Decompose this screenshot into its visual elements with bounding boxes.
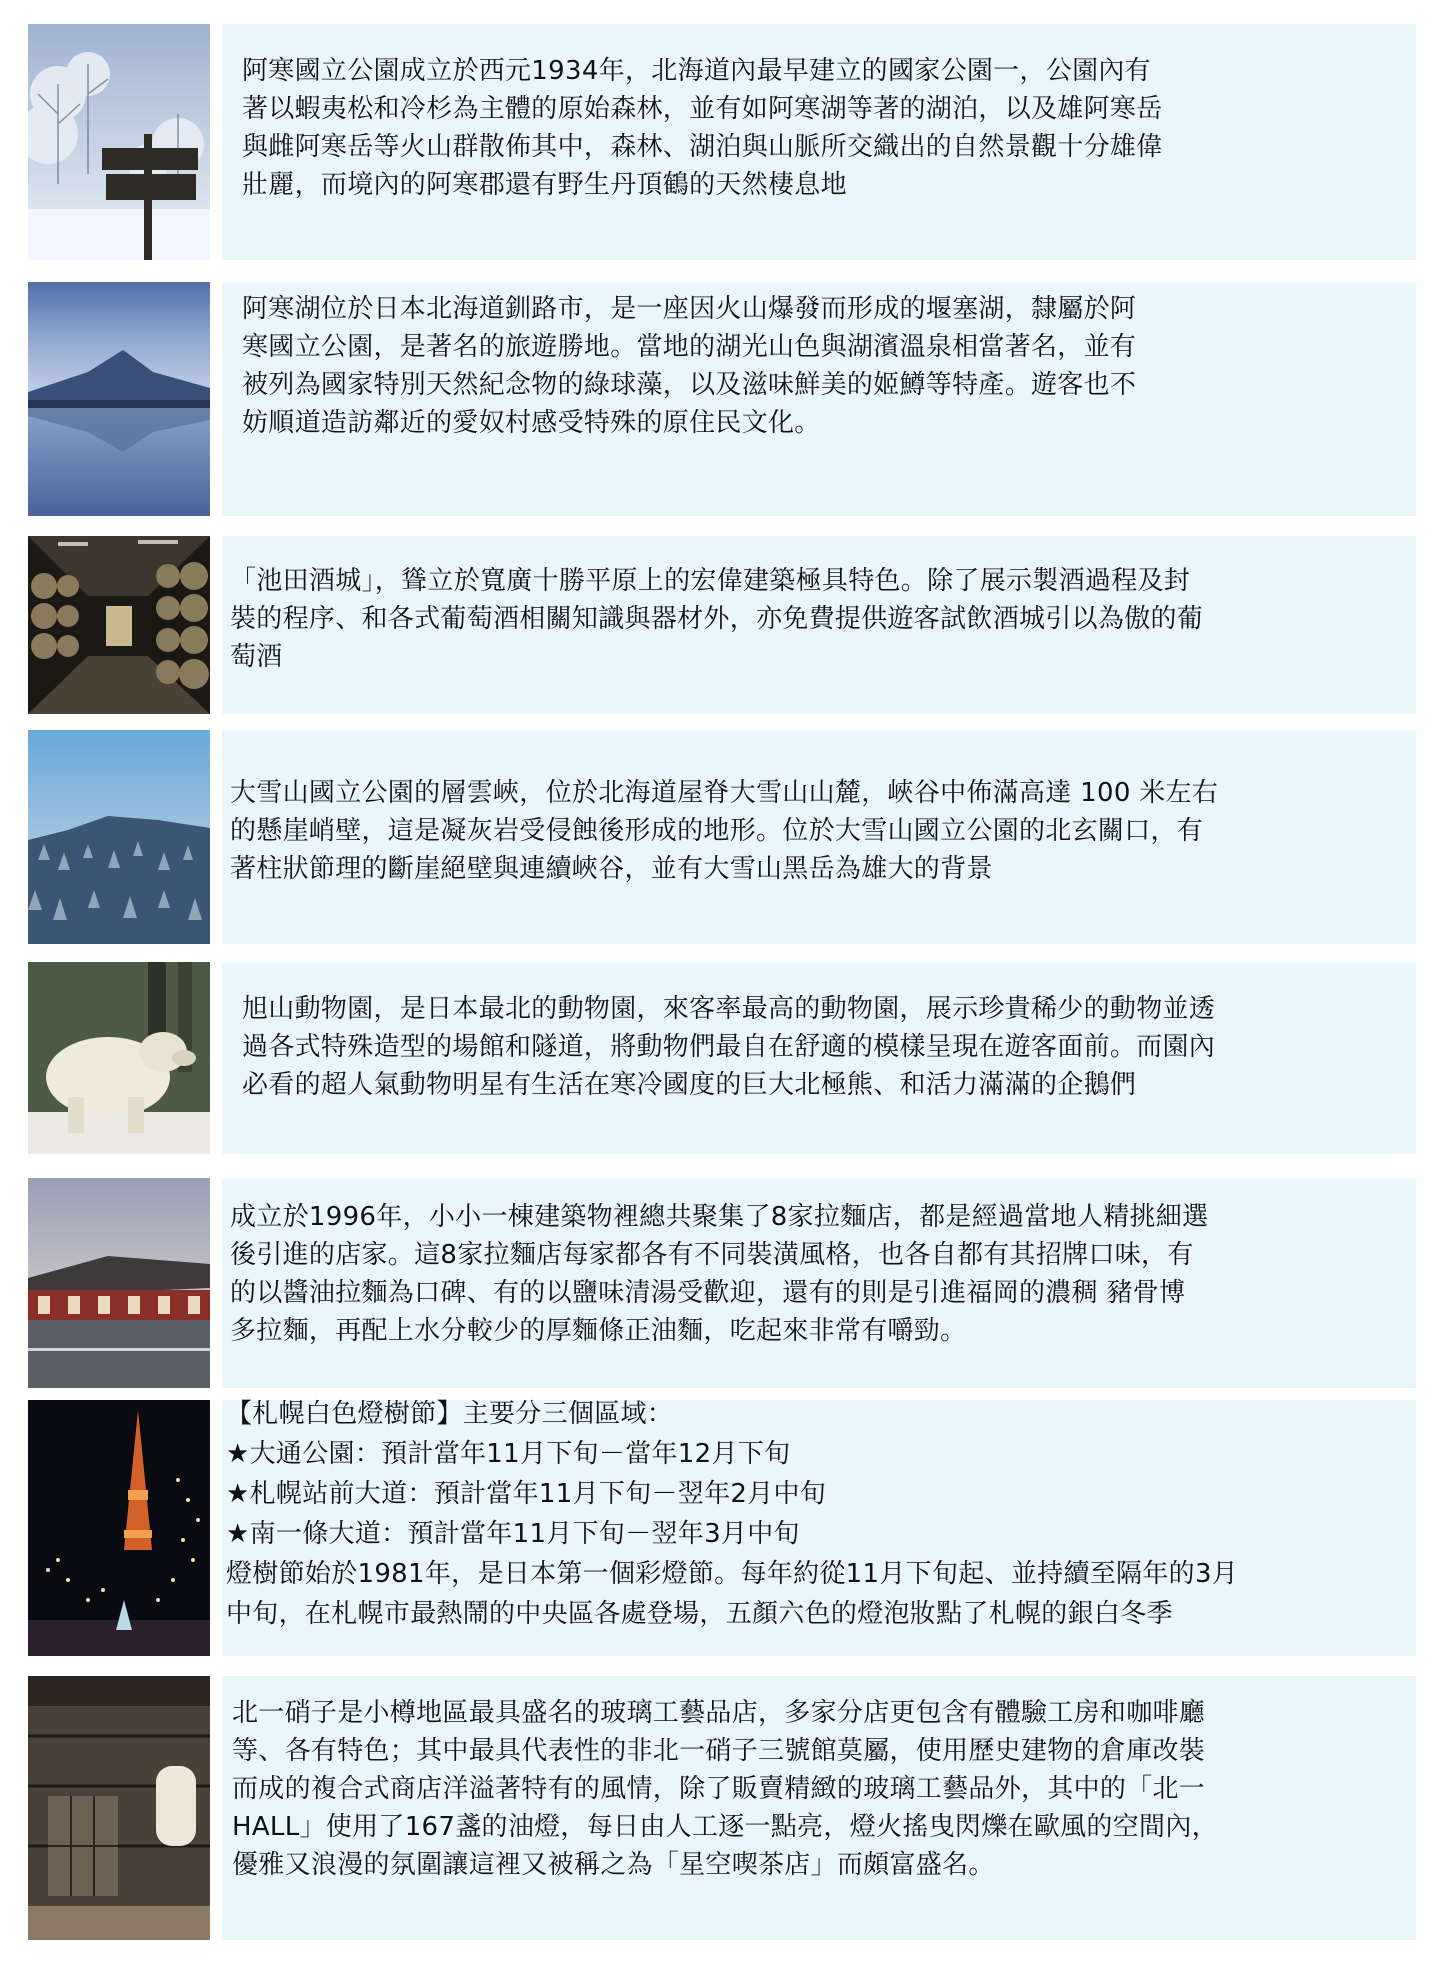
entry-description: 阿寒國立公園成立於西元1934年，北海道內最早建立的國家公園一，公園內有 著以蝦夷松和冷杉為主體的原始森林，並有如阿寒湖等著的湖泊，以及雄阿寒岳 與雌阿寒岳等火山群散佈其中，森林、湖泊與山脈所交織出的自然景觀十分雄偉 壯麗，而境內的阿寒郡還有野生丹頂鶴的天然棲息地 bbox=[242, 56, 1163, 200]
entry-row bbox=[0, 282, 1440, 516]
akan-park-photo bbox=[28, 24, 210, 260]
entry-row bbox=[0, 1676, 1440, 1940]
entry-description: 「池田酒城」，聳立於寬廣十勝平原上的宏偉建築極具特色。除了展示製酒過程及封 裝的程序、和各式葡萄酒相關知識與器材外，亦免費提供遊客試飲酒城引以為傲的葡 萄酒 bbox=[230, 566, 1204, 672]
entry-row bbox=[0, 730, 1440, 944]
text-panel bbox=[222, 24, 1416, 260]
text-panel bbox=[222, 1400, 1416, 1656]
entry-description: 旭山動物園，是日本最北的動物園，來客率最高的動物園，展示珍貴稀少的動物並透 過各式特殊造型的場館和隧道，將動物們最自在舒適的模樣呈現在遊客面前。而園內 必看的超人氣動物明星有生活在寒冷國度的巨大北極熊、和活力滿滿的企鵝們 bbox=[242, 994, 1216, 1100]
entry-description: 成立於1996年，小小一棟建築物裡總共聚集了8家拉麵店，都是經過當地人精挑細選 後引進的店家。這8家拉麵店每家都各有不同裝潢風格，也各自都有其招牌口味，有 的以醬油拉麵為口碑、有的以鹽味清湯受歡迎，還有的則是引進福岡的濃稠 豬骨博 多拉麵，再配上水分較少的厚麵條正油麵，吃起來非常有嚼勁。 bbox=[230, 1202, 1209, 1346]
text-panel bbox=[222, 536, 1416, 714]
entry-row bbox=[0, 1178, 1440, 1388]
entry-row bbox=[0, 24, 1440, 260]
text-panel bbox=[222, 1178, 1416, 1388]
kitaichi-glass-photo bbox=[28, 1676, 210, 1940]
entry-row bbox=[0, 962, 1440, 1154]
entry-description: 【札幌白色燈樹節】主要分三個區域： ★大通公園：預計當年11月下旬－當年12月下旬 ★札幌站前大道：預計當年11月下旬－翌年2月中旬 ★南一條大道：預計當年11月下旬－翌年3月中旬 燈樹節始於1981年，是日本第一個彩燈節。每年約從11月下旬起、並持續至隔年的3月 中旬，在札幌市最熱鬧的中央區各處登場，五顏六色的燈泡妝點了札幌的銀白冬季 bbox=[226, 1399, 1239, 1629]
entry-description: 大雪山國立公園的層雲峽，位於北海道屋脊大雪山山麓，峽谷中佈滿高達 100 米左右 的懸崖峭壁，這是凝灰岩受侵蝕後形成的地形。位於大雪山國立公園的北玄關口，有 著柱狀節理的斷崖絕壁與連續峽谷，並有大雪山黑岳為雄大的背景 bbox=[230, 778, 1219, 884]
text-panel bbox=[222, 282, 1416, 516]
ramen-village-photo bbox=[28, 1178, 210, 1388]
entry-row bbox=[0, 536, 1440, 714]
text-panel bbox=[222, 962, 1416, 1154]
lake-akan-photo bbox=[28, 282, 210, 516]
entry-row bbox=[0, 1400, 1440, 1656]
text-panel bbox=[222, 730, 1416, 944]
entry-description: 北一硝子是小樽地區最具盛名的玻璃工藝品店，多家分店更包含有體驗工房和咖啡廳 等、各有特色；其中最具代表性的非北一硝子三號館莫屬，使用歷史建物的倉庫改裝 而成的複合式商店洋溢著特有的風情，除了販賣精緻的玻璃工藝品外，其中的「北一 HALL」使用了167盞的油燈，每日由人工逐一點亮，燈火搖曳閃爍在歐風的空間內， 優雅又浪漫的氛圍讓這裡又被稱之為「星空喫茶店」而頗富盛名。 bbox=[232, 1698, 1218, 1880]
ikeda-wine-castle-photo bbox=[28, 536, 210, 714]
entry-description: 阿寒湖位於日本北海道釧路市，是一座因火山爆發而形成的堰塞湖，隸屬於阿 寒國立公園，是著名的旅遊勝地。當地的湖光山色與湖濱溫泉相當著名，並有 被列為國家特別天然紀念物的綠球藻，以及滋味鮮美的姬鱒等特產。遊客也不 妨順道造訪鄰近的愛奴村感受特殊的原住民文化。 bbox=[242, 294, 1137, 438]
daisetsuzan-photo bbox=[28, 730, 210, 944]
text-panel bbox=[222, 1676, 1416, 1940]
asahiyama-zoo-photo bbox=[28, 962, 210, 1154]
sapporo-tv-tower-photo bbox=[28, 1400, 210, 1656]
